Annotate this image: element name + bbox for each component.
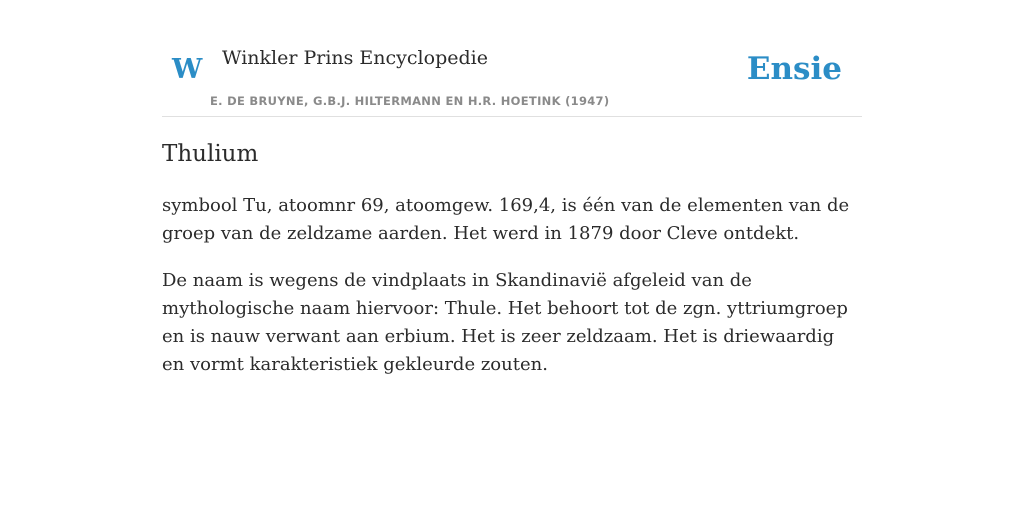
article-title: Thulium — [162, 141, 259, 167]
source-title-link[interactable]: Winkler Prins Encyclopedie — [222, 47, 488, 69]
article-paragraph: De naam is wegens de vindplaats in Skandinavië afgeleid van de mythologische naam hiervoor: Thule. Het behoort tot de zgn. yttriumgroep en is nauw verwant aan erbium. Het is zeer zeldzaam. Het is driewaardig en vormt karakteristiek gekleurde zouten. — [162, 270, 848, 375]
article-body — [162, 138, 862, 379]
source-authors: E. DE BRUYNE, G.B.J. HILTERMANN EN H.R. HOETINK (1947) — [210, 94, 610, 108]
ensie-brand-link[interactable]: Ensie — [746, 51, 842, 87]
source-logo[interactable]: W — [172, 54, 203, 85]
page-header — [162, 0, 862, 117]
article-paragraph: symbool Tu, atoomnr 69, atoomgew. 169,4, is één van de elementen van de groep van de zeldzame aarden. Het werd in 1879 door Cleve ontdekt. — [162, 195, 850, 244]
